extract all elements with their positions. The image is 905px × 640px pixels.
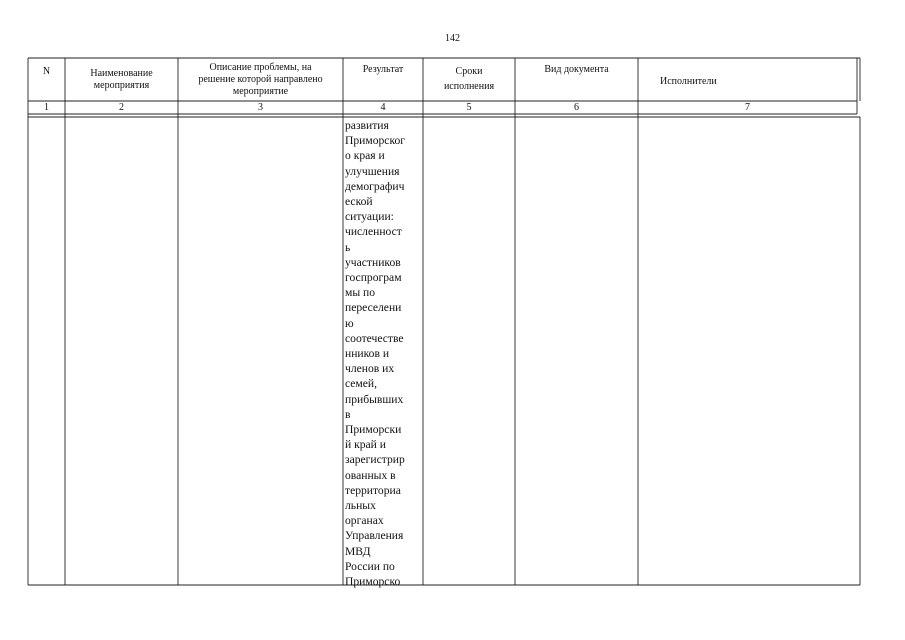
result-line: о края и bbox=[345, 149, 385, 163]
result-line: мы по bbox=[345, 286, 376, 300]
result-line: прибывших bbox=[345, 392, 404, 406]
result-line: территориа bbox=[345, 483, 401, 497]
result-line: нников и bbox=[345, 347, 390, 361]
header-term-line1: Сроки bbox=[455, 66, 483, 77]
result-line: в bbox=[345, 407, 351, 421]
result-cell bbox=[345, 118, 423, 589]
header-problem bbox=[178, 62, 343, 98]
result-line: соотечестве bbox=[345, 331, 404, 345]
header-n: N bbox=[42, 66, 51, 77]
page-number: 142 bbox=[445, 33, 460, 44]
header-doc-type: Вид документа bbox=[544, 64, 609, 75]
column-number-1: 1 bbox=[44, 102, 49, 113]
result-line: й край и bbox=[345, 438, 386, 452]
column-number-2: 2 bbox=[119, 102, 124, 113]
column-number-3: 3 bbox=[258, 102, 263, 113]
header-problem-line1: Описание проблемы, на bbox=[209, 62, 312, 73]
column-number-7: 7 bbox=[745, 102, 750, 113]
header-term-line2: исполнения bbox=[443, 81, 495, 92]
result-line: развития bbox=[345, 119, 389, 132]
result-line: еской bbox=[345, 195, 373, 209]
result-line: демографич bbox=[345, 179, 405, 193]
header-name-line2: мероприятия bbox=[93, 80, 150, 91]
result-line: МВД bbox=[345, 544, 371, 558]
result-line: Приморског bbox=[345, 134, 406, 148]
result-line: льных bbox=[345, 499, 376, 513]
result-line: участников bbox=[345, 255, 401, 269]
result-line: переселени bbox=[345, 301, 402, 315]
result-line: ю bbox=[345, 316, 354, 330]
column-number-6: 6 bbox=[574, 102, 579, 113]
result-line: ситуации: bbox=[345, 210, 394, 224]
result-line: России по bbox=[345, 559, 395, 573]
column-number-5: 5 bbox=[466, 102, 472, 113]
result-line: улучшения bbox=[345, 164, 400, 178]
result-line: семей, bbox=[345, 377, 378, 391]
result-line: госпрограм bbox=[345, 271, 402, 285]
header-result: Результат bbox=[362, 64, 404, 75]
result-line: ованных в bbox=[345, 468, 396, 482]
result-line: ь bbox=[345, 240, 351, 254]
result-line: зарегистрир bbox=[345, 453, 405, 467]
header-term bbox=[423, 66, 515, 93]
result-line: органах bbox=[345, 514, 384, 528]
result-line: членов их bbox=[345, 362, 395, 376]
column-number-4: 4 bbox=[380, 102, 386, 113]
header-name-line1: Наименование bbox=[90, 68, 153, 79]
header-name bbox=[65, 68, 178, 92]
result-line: Приморски bbox=[345, 423, 402, 437]
header-problem-line3: мероприятие bbox=[232, 86, 289, 97]
header-executors: Исполнители bbox=[660, 76, 717, 87]
header-problem-line2: решение которой направлено bbox=[198, 74, 323, 85]
result-line: Управления bbox=[345, 529, 404, 543]
result-line: численност bbox=[345, 225, 402, 239]
result-line: Приморско bbox=[345, 575, 401, 589]
